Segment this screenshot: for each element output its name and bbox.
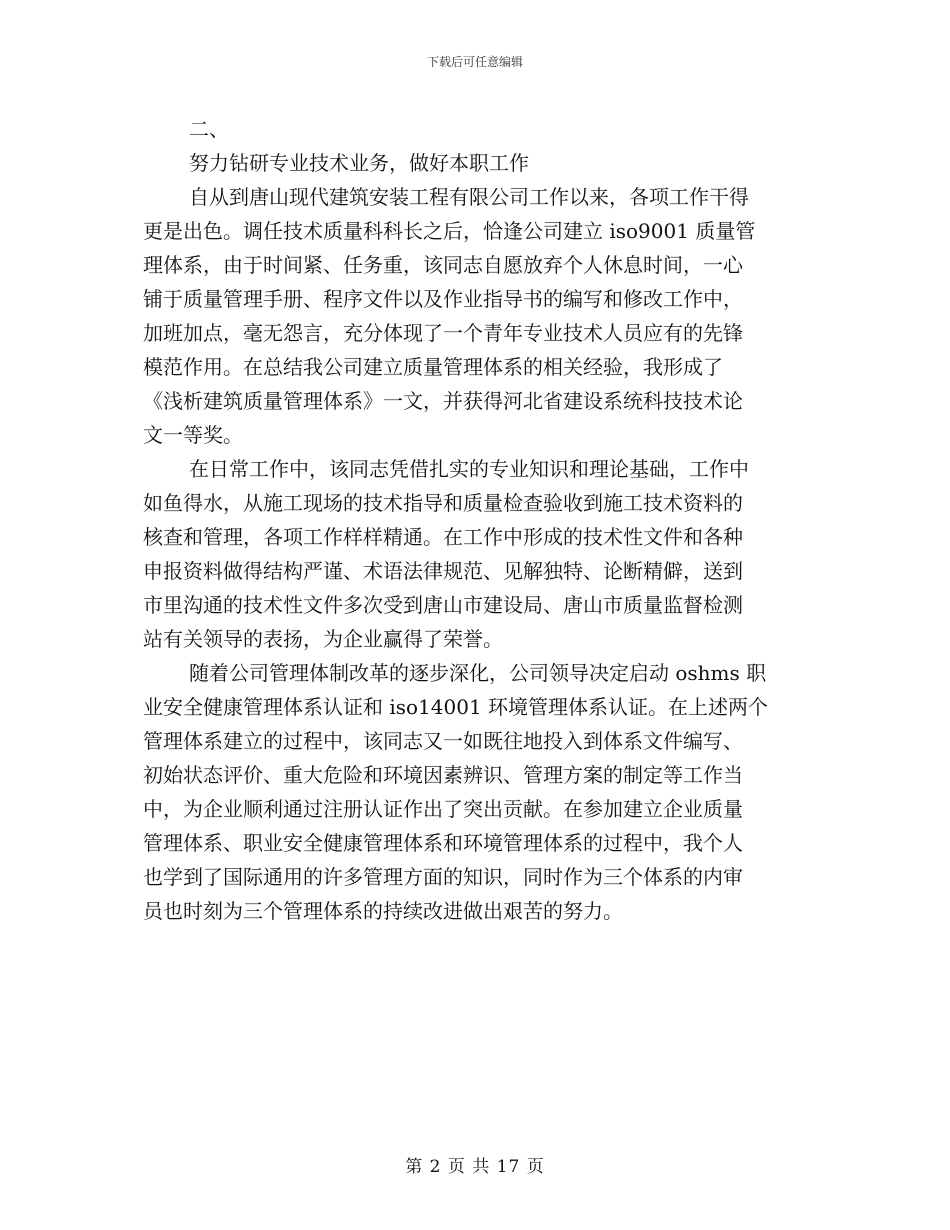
paragraph-line: 铺于质量管理手册、程序文件以及作业指导书的编写和修改工作中，: [143, 287, 743, 311]
paragraph-line: 模范作用。在总结我公司建立质量管理体系的相关经验，我形成了: [143, 355, 723, 379]
paragraph-line: 《浅析建筑质量管理体系》一文，并获得河北省建设系统科技技术论: [143, 389, 743, 413]
paragraph-line: 管理体系建立的过程中，该同志又一如既往地投入到体系文件编写、: [143, 729, 743, 753]
paragraph-line: 如鱼得水，从施工现场的技术指导和质量检查验收到施工技术资料的: [143, 491, 743, 515]
paragraph: [143, 452, 808, 656]
paragraph-line: 理体系，由于时间紧、任务重，该同志自愿放弃个人休息时间，一心: [143, 253, 743, 277]
paragraph-line: 管理体系、职业安全健康管理体系和环境管理体系的过程中，我个人: [143, 831, 743, 855]
paragraph-line: 初始状态评价、重大危险和环境因素辨识、管理方案的制定等工作当: [143, 763, 743, 787]
paragraph-line: 核查和管理，各项工作样样精通。在工作中形成的技术性文件和各种: [143, 525, 743, 549]
paragraph-line: 员也时刻为三个管理体系的持续改进做出艰苦的努力。: [143, 899, 623, 923]
paragraph-line: 在日常工作中，该同志凭借扎实的专业知识和理论基础，工作中: [189, 457, 749, 481]
paragraph-line: 中，为企业顺利通过注册认证作出了突出贡献。在参加建立企业质量: [143, 797, 743, 821]
paragraph-line: 市里沟通的技术性文件多次受到唐山市建设局、唐山市质量监督检测: [143, 593, 743, 617]
paragraph-line: 申报资料做得结构严谨、术语法律规范、见解独特、论断精僻，送到: [143, 559, 743, 583]
paragraph-line: 业安全健康管理体系认证和 iso14001 环境管理体系认证。在上述两个: [143, 695, 769, 719]
paragraph-line: 站有关领导的表扬，为企业赢得了荣誉。: [143, 627, 503, 651]
paragraph-line: 加班加点，毫无怨言，充分体现了一个青年专业技术人员应有的先锋: [143, 321, 743, 345]
document-body: [143, 112, 808, 928]
page-header: 下载后可任意编辑: [426, 55, 523, 69]
paragraph: [143, 180, 808, 452]
paragraph-line: 自从到唐山现代建筑安装工程有限公司工作以来，各项工作干得: [189, 185, 749, 209]
paragraph-line: 随着公司管理体制改革的逐步深化，公司领导决定启动 oshms 职: [189, 661, 767, 685]
paragraph-line: 也学到了国际通用的许多管理方面的知识，同时作为三个体系的内审: [143, 865, 743, 889]
paragraph-line: 文一等奖。: [143, 423, 243, 447]
page-number-footer: 第 2 页 共 17 页: [405, 1157, 545, 1177]
section-number: 二、: [189, 117, 229, 141]
paragraph-line: 更是出色。调任技术质量科科长之后，恰逢公司建立 iso9001 质量管: [143, 219, 756, 243]
section-title: 努力钻研专业技术业务，做好本职工作: [189, 151, 529, 175]
paragraph: [143, 656, 808, 928]
